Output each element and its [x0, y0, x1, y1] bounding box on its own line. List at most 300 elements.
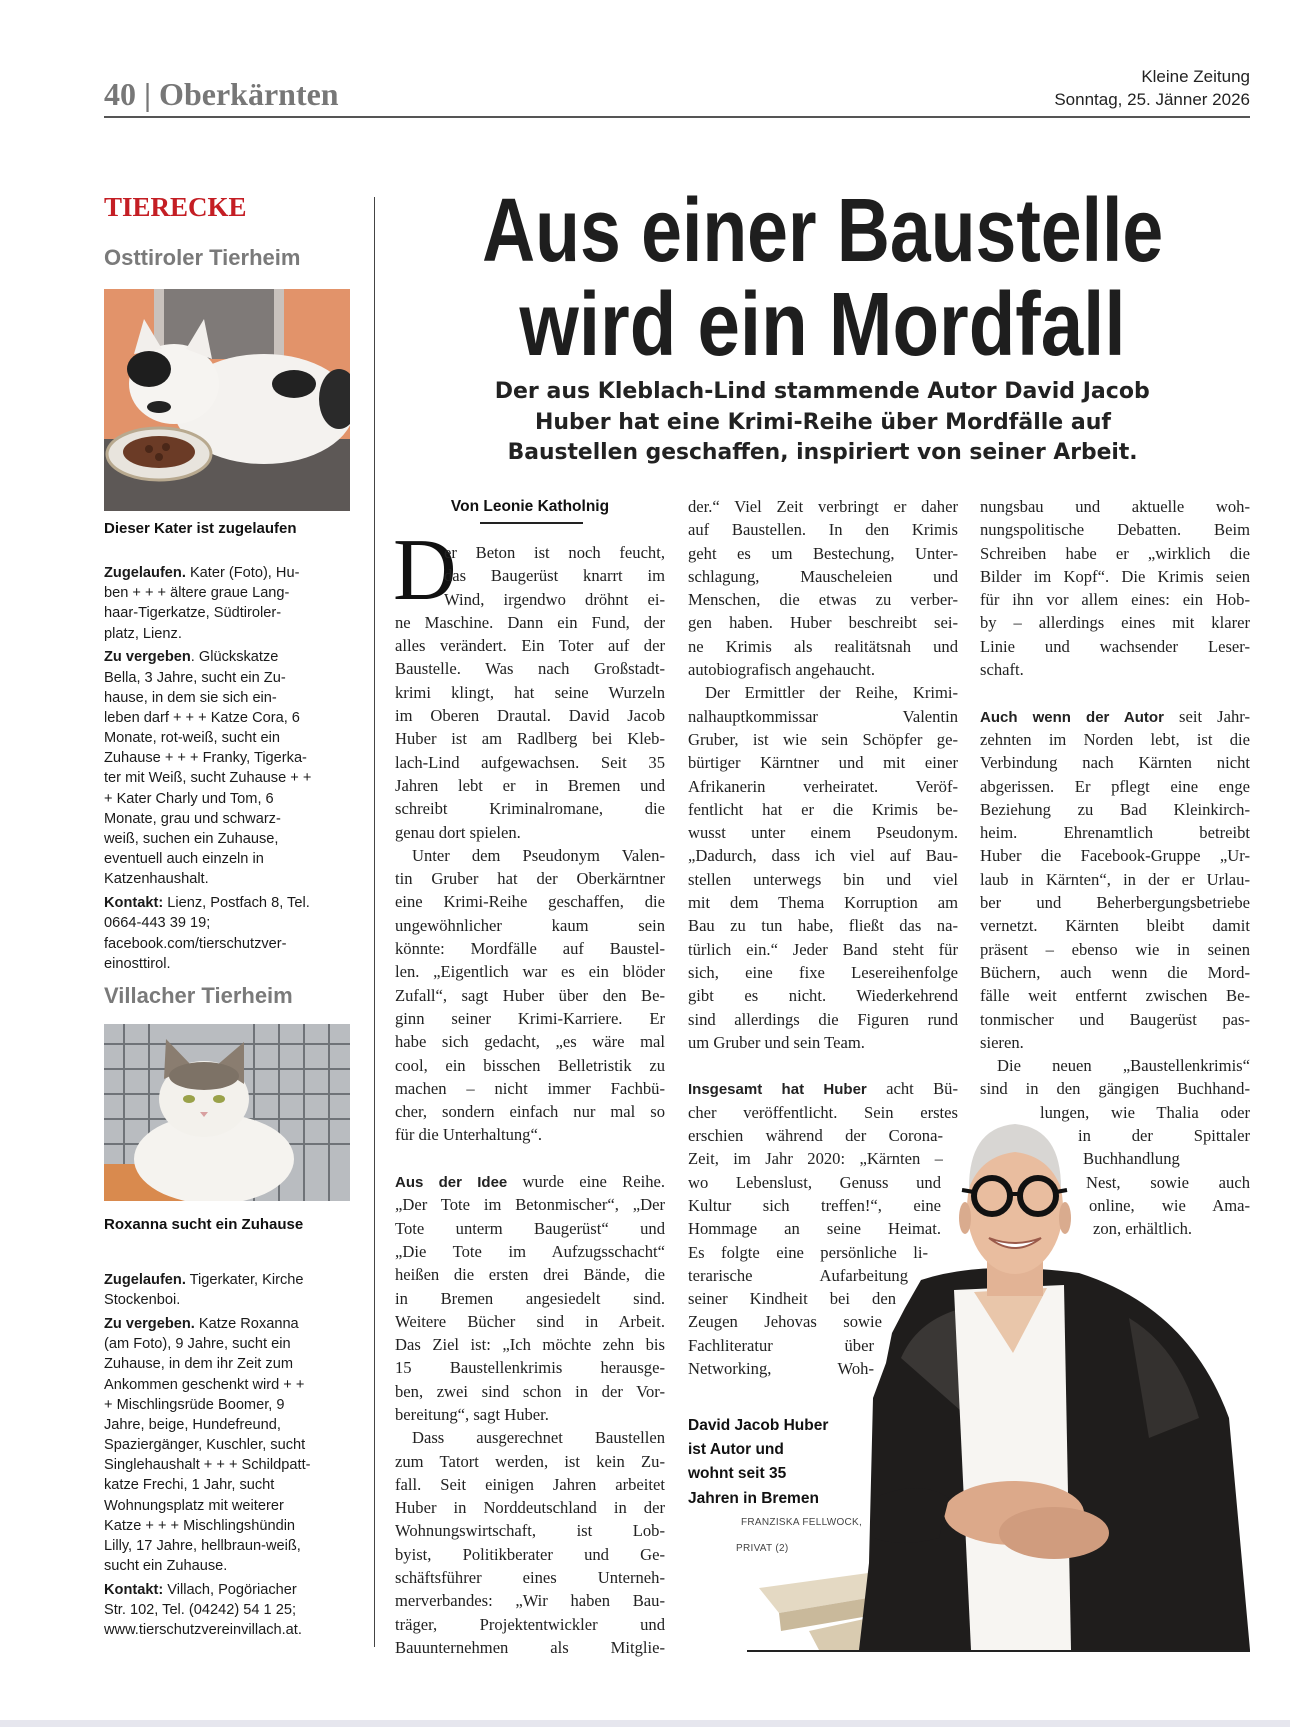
- paragraph-spacer: [688, 1054, 958, 1077]
- text-line: [688, 681, 958, 704]
- line-text: Fachliteratur über: [688, 1335, 874, 1355]
- text-line: [395, 1589, 665, 1612]
- line-text: könnte: Mordfälle auf Baustel-: [395, 939, 665, 959]
- headline-line-1: [395, 181, 1250, 281]
- line-text: geht es um Bestechung, Unter-: [688, 543, 958, 563]
- text-line: [688, 1147, 943, 1170]
- line-text: das Baugerüst knarrt im: [444, 566, 665, 586]
- line-text: für die Unterhaltung“.: [395, 1125, 542, 1145]
- line-text: fall. Seit einigen Jahren arbeitet: [395, 1474, 665, 1494]
- line-text: seiner Kindheit bei den: [688, 1289, 896, 1309]
- text-line: [688, 1334, 874, 1357]
- text-line: [395, 1543, 665, 1566]
- headline-text: wird ein Mordfall: [519, 275, 1126, 375]
- article-paragraph: [688, 495, 958, 681]
- text-line: [688, 1194, 941, 1217]
- line-text: türlich ein.“ Jeder Band steht für: [688, 939, 958, 959]
- text-line: [395, 1123, 665, 1146]
- line-text: in der Spittaler: [1078, 1126, 1250, 1146]
- text-line: [104, 1475, 354, 1495]
- caption-line: Jahren in Bremen: [688, 1489, 819, 1507]
- text-line: [395, 1496, 665, 1519]
- line-text: Linie und wachsender Leser-: [980, 636, 1250, 656]
- text-line: [395, 890, 665, 913]
- line-text: Lilly, 17 Jahre, hellbraun-weiß,: [104, 1538, 301, 1555]
- text-line: [104, 583, 354, 603]
- line-text: „Dadurch, dass ich viel auf Bau-: [688, 846, 958, 866]
- article-column-2: [688, 495, 958, 1380]
- line-text: zum Tatort werden, ist kein Zu-: [395, 1451, 665, 1471]
- line-text: tin Gruber hat der Oberkärntner: [395, 869, 665, 889]
- column-divider: [374, 197, 375, 1647]
- line-text: weiß, suchen ein Zuhause,: [104, 831, 279, 848]
- text-line: [104, 1395, 354, 1415]
- line-text: Wind, irgendwo dröhnt ei-: [444, 589, 665, 609]
- line-text: Afrikanerin verheiratet. Veröf-: [688, 776, 958, 796]
- line-text: Lienz, Postfach 8, Tel.: [163, 895, 310, 912]
- line-text: platz, Lienz.: [104, 625, 182, 642]
- line-text: „Die Tote im Aufzugsschacht“: [395, 1241, 665, 1261]
- text-line: [104, 748, 354, 768]
- author-photo-caption: [688, 1414, 828, 1511]
- line-text: Bauunternehmen als Mitglie-: [395, 1637, 665, 1657]
- text-line: [104, 1580, 354, 1600]
- headline-text: Aus einer Baustelle: [482, 181, 1163, 281]
- text-line: [688, 565, 958, 588]
- text-line: [104, 603, 354, 623]
- text-line: [395, 541, 665, 564]
- shelter-text-osttirol: [104, 563, 354, 978]
- text-line: [395, 1077, 665, 1100]
- text-line: [395, 1193, 665, 1216]
- text-line: [395, 751, 665, 774]
- text-line: [688, 775, 958, 798]
- line-text: (am Foto), 9 Jahre, sucht ein: [104, 1336, 291, 1353]
- line-text: acht Bü-: [866, 1079, 958, 1099]
- text-line: [104, 869, 354, 889]
- text-line: [104, 624, 354, 644]
- line-text: Bau zu tun habe, fließt das na-: [688, 916, 958, 936]
- line-text: by – allerdings eines mit klarer: [980, 613, 1250, 633]
- text-line: [104, 563, 354, 583]
- text-line: [395, 1566, 665, 1589]
- text-line: [688, 1008, 958, 1031]
- line-text: Villach, Pogöriacher: [163, 1582, 297, 1598]
- text-line: [980, 1031, 1250, 1054]
- line-text: Bilder im Kopf“. Die Krimis seien: [980, 566, 1250, 586]
- line-text: bürtiger Kärntner und mit einer: [688, 753, 958, 773]
- text-line: [104, 1314, 354, 1334]
- line-text: Es folgte eine persönliche li-: [688, 1242, 928, 1262]
- caption-line: David Jacob Huber: [688, 1417, 829, 1434]
- line-text: wo Lebenslust, Genuss und: [688, 1172, 941, 1192]
- cat-photo-roxanna: [104, 1024, 350, 1201]
- line-text: Menschen, die etwas zu verber-: [688, 590, 958, 610]
- line-text: merverbandes: „Wir haben Bau-: [395, 1591, 665, 1611]
- paragraph-spacer: [395, 1147, 665, 1170]
- text-line: [104, 768, 354, 788]
- cat-photo-kater: [104, 289, 350, 511]
- text-line: [395, 1636, 665, 1659]
- line-text: tonmischer und Baugerüst pas-: [980, 1009, 1250, 1029]
- shelter-paragraph: [104, 893, 354, 974]
- text-line: [688, 938, 958, 961]
- lead-in: Auch wenn der Autor: [980, 708, 1164, 726]
- text-line: [688, 984, 958, 1007]
- article-column-3: [980, 495, 1250, 1241]
- text-line: [104, 647, 354, 667]
- line-text: abgerissen. Er pflegt eine enge: [980, 776, 1250, 796]
- line-text: cher veröffentlicht. Sein erstes: [688, 1102, 958, 1122]
- text-line: [104, 1415, 354, 1435]
- line-text: www.tierschutzvereinvillach.at.: [104, 1622, 302, 1639]
- line-text: Nest, sowie auch: [1086, 1172, 1250, 1192]
- text-line: [395, 681, 665, 704]
- text-line: [980, 542, 1250, 565]
- text-line: [688, 1031, 958, 1054]
- text-line: [980, 1101, 1250, 1124]
- page-bottom-edge: [0, 1720, 1290, 1727]
- rubric-title: TIERECKE: [104, 192, 247, 222]
- text-line: [104, 934, 354, 954]
- text-line: [395, 984, 665, 1007]
- lead-in: Aus der Idee: [395, 1174, 508, 1192]
- text-line: [395, 1170, 665, 1193]
- line-text: Tigerkater, Kirche: [185, 1272, 304, 1288]
- line-text: Ankommen geschenkt wird + +: [104, 1376, 305, 1393]
- text-line: [688, 821, 958, 844]
- caption-line: wohnt seit 35: [688, 1465, 787, 1483]
- line-text: + Kater Charly und Tom, 6: [104, 790, 274, 807]
- text-line: [688, 1264, 908, 1287]
- line-text: Schreiben habe er „wirklich die: [980, 543, 1250, 563]
- line-text: fälle weit entfernt zwischen Be-: [980, 986, 1250, 1006]
- photo-caption-roxanna: Roxanna sucht ein Zuhause: [104, 1216, 304, 1233]
- line-text: Verbindung nach Kärnten nicht: [980, 753, 1250, 773]
- byline-rule: [480, 522, 583, 524]
- shelter-text-villach: [104, 1270, 354, 1644]
- line-text: Der Ermittler der Reihe, Krimi-: [705, 683, 958, 703]
- line-text: alles verändert. Ein Toter auf der: [395, 636, 665, 656]
- text-line: [395, 1519, 665, 1542]
- line-text: einosttirol.: [104, 955, 171, 972]
- text-line: [104, 809, 354, 829]
- line-text: Katze Roxanna: [194, 1315, 299, 1332]
- line-text: Baustelle. Was nach Großstadt-: [395, 659, 665, 679]
- text-line: [104, 1600, 354, 1620]
- line-text: online, wie Ama-: [1089, 1195, 1250, 1215]
- line-text: Wohnungswirtschaft, ist Lob-: [395, 1521, 665, 1541]
- text-line: [104, 829, 354, 849]
- line-text: gibt es nicht. Wiederkehrend: [688, 986, 958, 1006]
- shelter-title-villach: Villacher Tierheim: [104, 983, 293, 1008]
- text-line: [104, 954, 354, 974]
- line-text: heißen die ersten drei Bände, die: [395, 1265, 665, 1285]
- text-line: [395, 1426, 665, 1449]
- text-line: [104, 728, 354, 748]
- text-line: [104, 1270, 354, 1290]
- byline: Von Leonie Katholnig: [450, 498, 610, 515]
- line-text: Die neuen „Baustellenkrimis“: [997, 1056, 1250, 1076]
- text-line: [104, 708, 354, 728]
- text-line: [395, 1240, 665, 1263]
- subhead-text: Baustellen geschaffen, inspiriert von seiner Arbeit.: [507, 440, 1138, 465]
- line-text: wusst unter einem Pseudonym.: [688, 823, 958, 843]
- photo-caption-kater: Dieser Kater ist zugelaufen: [104, 520, 297, 537]
- subhead-line-3: [395, 438, 1250, 468]
- text-line: [395, 588, 665, 611]
- line-text: bereitung“, sagt Huber.: [395, 1404, 549, 1424]
- text-line: [104, 1375, 354, 1395]
- text-line: [688, 891, 958, 914]
- text-line: [104, 913, 354, 933]
- text-line: [395, 1217, 665, 1240]
- text-line: [688, 611, 958, 634]
- text-line: [980, 984, 1250, 1007]
- line-text: Büchern, auch wenn die Mord-: [980, 962, 1250, 982]
- text-line: [688, 1101, 958, 1124]
- text-line: [395, 657, 665, 680]
- line-text: ben + + + ältere graue Lang-: [104, 585, 290, 602]
- line-text: facebook.com/tierschutzver-: [104, 935, 287, 952]
- shelter-paragraph: [104, 1314, 354, 1576]
- line-text: auf Baustellen. In den Krimis: [688, 520, 958, 540]
- text-line: [395, 1054, 665, 1077]
- text-line: [395, 1100, 665, 1123]
- text-line: [395, 1473, 665, 1496]
- text-line: [688, 518, 958, 541]
- text-line: [980, 914, 1250, 937]
- line-text: Gruber, ist wie sein Schöpfer ge-: [688, 729, 958, 749]
- line-text: eventuell auch einzeln in: [104, 851, 264, 868]
- text-line: [688, 705, 958, 728]
- text-line: [104, 688, 354, 708]
- text-line: [688, 542, 958, 565]
- text-line: [395, 727, 665, 750]
- subhead-line-2: [395, 408, 1250, 438]
- shelter-paragraph: [104, 1270, 354, 1310]
- line-text: cool, ein bisschen Belletristik zu: [395, 1055, 665, 1075]
- line-text: laub in Kärnten“, in der er Urlau-: [980, 869, 1250, 889]
- line-text: ungewöhnlicher kaum sein: [395, 915, 665, 935]
- line-text: er Beton ist noch feucht,: [444, 543, 665, 562]
- line-text: nalhauptkommissar Valentin: [688, 706, 958, 726]
- text-line: [688, 798, 958, 821]
- line-text: cher, sondern einfach nur mal so: [395, 1102, 665, 1122]
- line-text: seit Jahr-: [1163, 706, 1250, 726]
- line-text: Weitere Bücher sind in Arbeit.: [395, 1311, 665, 1331]
- lead-in: Kontakt:: [104, 1582, 164, 1598]
- line-text: Spaziergänger, Kuschler, sucht: [104, 1437, 306, 1454]
- text-line: [395, 821, 665, 844]
- subhead-text: Huber hat eine Krimi-Reihe über Mordfälle auf: [534, 410, 1111, 435]
- text-line: [688, 1171, 941, 1194]
- line-text: schlagung, Mauscheleien und: [688, 566, 958, 586]
- text-line: [980, 775, 1250, 798]
- line-text: Kultur sich treffen!“, eine: [688, 1195, 941, 1215]
- article-paragraph: [688, 1077, 958, 1380]
- line-text: hause, in dem sie sich ein-: [104, 689, 277, 706]
- text-line: [688, 1287, 896, 1310]
- text-line: [395, 1333, 665, 1356]
- text-line: [980, 1054, 1250, 1077]
- lead-in: Kontakt:: [104, 895, 164, 912]
- line-text: Zeugen Jehovas sowie: [688, 1312, 882, 1332]
- line-text: Singlehaushalt + + + Schildpatt-: [104, 1457, 311, 1474]
- text-line: [980, 1147, 1250, 1170]
- line-text: . Glückskatze: [190, 649, 279, 666]
- text-line: [980, 844, 1250, 867]
- text-line: [395, 564, 665, 587]
- line-text: 15 Baustellenkrimis herausge-: [395, 1358, 665, 1378]
- text-line: [688, 844, 958, 867]
- line-text: gen haben. Huber beschreibt sei-: [688, 613, 958, 633]
- line-text: ben, zwei sind schon in der Vor-: [395, 1381, 665, 1401]
- article-paragraph: [980, 705, 1250, 1054]
- text-line: [980, 961, 1250, 984]
- text-line: [688, 728, 958, 751]
- line-text: katze Frechi, 1 Jahr, sucht: [104, 1477, 275, 1494]
- line-text: Katzenhaushalt.: [104, 871, 209, 888]
- text-line: [395, 611, 665, 634]
- line-text: heim. Ehrenamtlich betreibt: [980, 823, 1250, 843]
- text-line: [395, 1613, 665, 1636]
- line-text: schreibt Kriminalromane, die: [395, 799, 665, 819]
- text-line: [688, 495, 958, 518]
- line-text: 0664-443 39 19;: [104, 915, 211, 932]
- article-paragraph: [980, 495, 1250, 681]
- line-text: schaft.: [980, 660, 1024, 680]
- text-line: [104, 1354, 354, 1374]
- line-text: sind allerdings die Figuren rund: [688, 1009, 958, 1029]
- line-text: nungsbau und aktuelle woh-: [980, 497, 1250, 516]
- text-line: [395, 1380, 665, 1403]
- text-line: [395, 1310, 665, 1333]
- issue-date: Sonntag, 25. Jänner 2026: [1054, 90, 1250, 109]
- text-line: [395, 1403, 665, 1426]
- line-text: Katze + + + Mischlingshündin: [104, 1517, 296, 1534]
- line-text: Buchhandlung: [1083, 1149, 1180, 1169]
- line-text: stellen unterwegs bin und viel: [688, 869, 958, 889]
- text-line: [980, 751, 1250, 774]
- text-line: [395, 914, 665, 937]
- line-text: Huber die Facebook-Gruppe „Ur-: [980, 846, 1250, 866]
- text-line: [980, 705, 1250, 728]
- caption-line: ist Autor und: [688, 1441, 784, 1459]
- photo-credit-line-2: PRIVAT (2): [736, 1543, 789, 1554]
- text-line: [395, 797, 665, 820]
- text-line: [395, 960, 665, 983]
- line-text: um Gruber und sein Team.: [688, 1032, 865, 1052]
- line-text: in Bremen angesiedelt sind.: [395, 1288, 665, 1308]
- line-text: Str. 102, Tel. (04242) 54 1 25;: [104, 1602, 297, 1619]
- line-text: Stockenboi.: [104, 1292, 181, 1309]
- line-text: krimi klingt, hat seine Wurzeln: [395, 682, 665, 702]
- text-line: [980, 518, 1250, 541]
- lead-in: Zu vergeben.: [104, 1315, 195, 1332]
- text-line: [980, 1217, 1250, 1240]
- header-rule: [104, 116, 1250, 118]
- text-line: [104, 1556, 354, 1576]
- line-text: schäftsführer eines Unterneh-: [395, 1568, 665, 1588]
- line-text: habe sich gedacht, „es wäre mal: [395, 1032, 665, 1052]
- text-line: [980, 1077, 1250, 1100]
- text-line: [688, 1241, 928, 1264]
- text-line: [980, 588, 1250, 611]
- text-line: [395, 774, 665, 797]
- text-line: [395, 634, 665, 657]
- text-line: [395, 1007, 665, 1030]
- text-line: [688, 658, 958, 681]
- lead-in: Insgesamt hat Huber: [688, 1081, 867, 1099]
- text-line: [104, 1435, 354, 1455]
- line-text: Monate, rot-weiß, sucht ein: [104, 730, 281, 747]
- line-text: + Mischlingsrüde Boomer, 9: [104, 1396, 285, 1413]
- lead-in: Zugelaufen.: [104, 565, 186, 581]
- article-column-1: [395, 541, 665, 1659]
- line-text: Zuhause, in dem ihr Zeit zum: [104, 1356, 293, 1373]
- line-text: nungspolitische Debatten. Beim: [980, 520, 1250, 540]
- text-line: [980, 821, 1250, 844]
- article-paragraph: [395, 1426, 665, 1659]
- line-text: lach-Lind aufgewachsen. Seit 35: [395, 752, 665, 772]
- text-line: [104, 1334, 354, 1354]
- text-line: [980, 728, 1250, 751]
- line-text: Huber in Norddeutschland in der: [395, 1498, 665, 1518]
- line-text: ter mit Weiß, sucht Zuhause + +: [104, 770, 312, 787]
- text-line: [688, 635, 958, 658]
- shelter-title-osttirol: Osttiroler Tierheim: [104, 245, 301, 270]
- line-text: Jahren lebt er in Bremen und: [395, 775, 665, 795]
- article-paragraph: [688, 681, 958, 1054]
- line-text: präsent – ebenso wie in seinen: [980, 939, 1250, 959]
- line-text: terarische Aufarbeitung: [688, 1265, 908, 1285]
- line-text: Zufall“, sagt Huber über den Be-: [395, 985, 665, 1005]
- text-line: [688, 914, 958, 937]
- line-text: Das Ziel ist: „Ich möchte zehn bis: [395, 1335, 665, 1355]
- text-line: [688, 1310, 882, 1333]
- text-line: [104, 789, 354, 809]
- line-text: Networking, Woh-: [688, 1358, 874, 1378]
- text-line: [980, 658, 1250, 681]
- text-line: [980, 495, 1250, 518]
- subhead-text: Der aus Kleblach-Lind stammende Autor David Jacob: [495, 379, 1150, 404]
- line-text: „Der Tote im Betonmischer“, „Der: [395, 1195, 665, 1215]
- article-paragraph: [395, 541, 665, 844]
- line-text: träger, Projektentwickler und: [395, 1614, 665, 1634]
- line-text: wurde eine Reihe.: [507, 1172, 665, 1192]
- text-line: [104, 893, 354, 913]
- article-paragraph: [395, 1170, 665, 1426]
- line-text: autobiografisch angehaucht.: [688, 660, 876, 680]
- text-line: [104, 1516, 354, 1536]
- line-text: byist, Politikberater und Ge-: [395, 1544, 665, 1564]
- line-text: haar-Tigerkatze, Südtiroler-: [104, 605, 282, 622]
- text-line: [980, 798, 1250, 821]
- article-paragraph: [395, 844, 665, 1147]
- text-line: [395, 704, 665, 727]
- line-text: len. „Eigentlich war es ein blöder: [395, 962, 665, 982]
- text-line: [395, 844, 665, 867]
- text-line: [395, 1263, 665, 1286]
- text-line: [104, 1536, 354, 1556]
- line-text: zon, erhältlich.: [1093, 1219, 1193, 1239]
- text-line: [104, 668, 354, 688]
- text-line: [980, 938, 1250, 961]
- text-line: [395, 1287, 665, 1310]
- text-line: [980, 565, 1250, 588]
- line-text: Beziehung zu Bad Kleinkirch-: [980, 799, 1250, 819]
